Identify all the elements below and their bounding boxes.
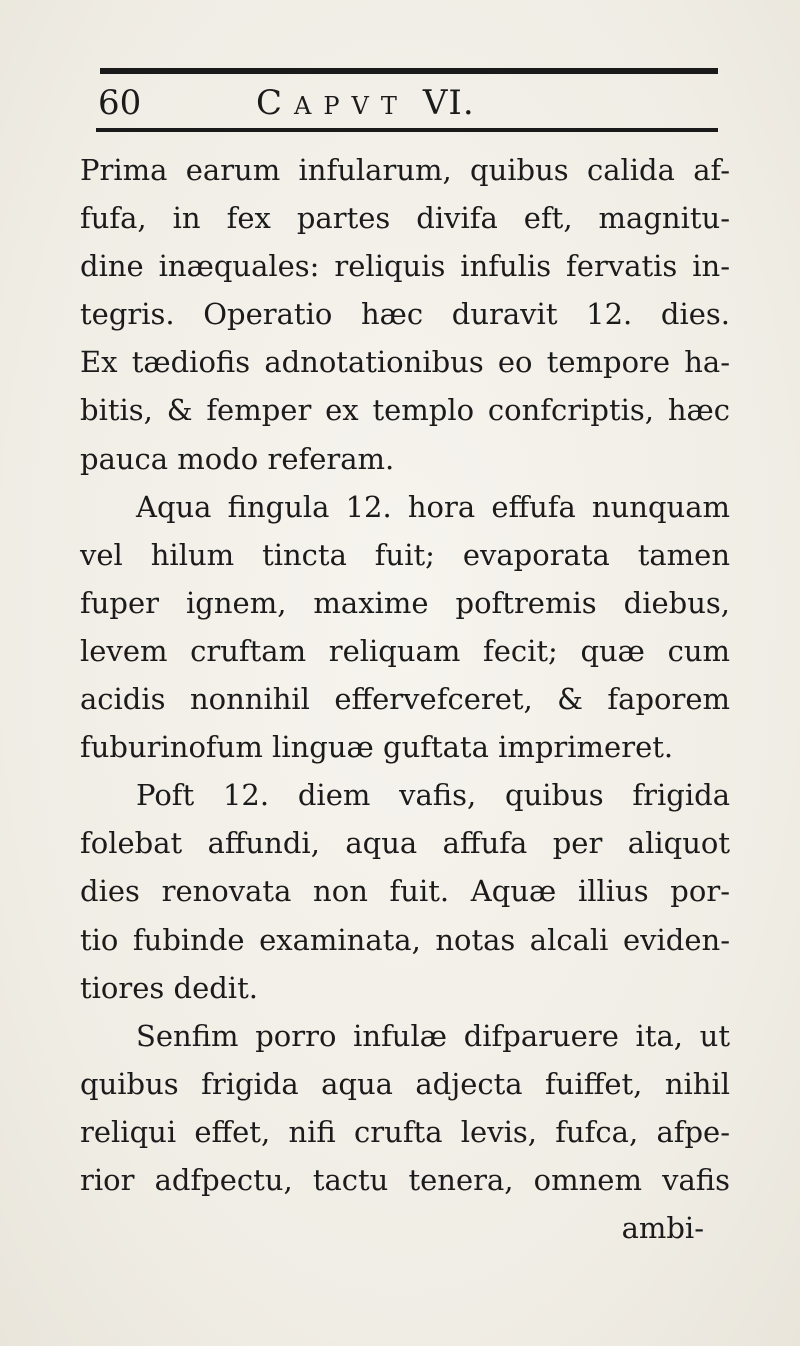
text-line: rior adfpectu, tactu tenera, omnem vafis	[80, 1162, 730, 1197]
text-line: pauca modo referam.	[80, 441, 395, 476]
text-line: vel hilum tincta fuit; evaporata tamen	[80, 537, 730, 572]
running-head-chapter: VI.	[422, 83, 475, 123]
header-rule-top	[100, 68, 718, 74]
text-line: levem cruftam reliquam fecit; quæ cum	[80, 633, 730, 668]
text-line: Ex tædiofis adnotationibus eo tempore ha-	[80, 345, 730, 380]
page-header	[98, 82, 718, 124]
text-line: Senfim porro infulæ difparuere ita, ut	[136, 1018, 730, 1053]
text-line: fufa, in fex partes divifa eft, magnitu-	[80, 201, 730, 236]
text-line: dine inæquales: reliquis infulis fervatis in-	[80, 249, 730, 284]
text-line: acidis nonnihil effervefceret, & faporem	[80, 682, 730, 717]
text-line: bitis, & femper ex templo confcriptis, hæc	[80, 393, 730, 428]
text-line: reliqui effet, nifi crufta levis, fufca, afpe-	[80, 1114, 730, 1149]
text-line: dies renovata non fuit. Aquæ illius por-	[80, 874, 730, 909]
text-line: fuper ignem, maxime poftremis diebus,	[80, 585, 730, 620]
text-line: Aqua fingula 12. hora effufa nunquam	[136, 489, 730, 524]
text-line: folebat affundi, aqua affufa per aliquot	[80, 826, 730, 861]
text-line: tio fubinde examinata, notas alcali eviden-	[80, 922, 730, 957]
text-line: tiores dedit.	[80, 970, 258, 1005]
text-line: Poft 12. diem vafis, quibus frigida	[136, 778, 730, 813]
page-number: 60	[98, 83, 142, 123]
text-line: fuburinofum linguæ guftata imprimeret.	[80, 730, 674, 765]
text-line: Prima earum infularum, quibus calida af-	[80, 153, 730, 187]
text-line: tegris. Operatio hæc duravit 12. dies.	[80, 297, 730, 332]
header-rule-bottom	[96, 128, 718, 132]
catchword: ambi-	[621, 1211, 704, 1246]
running-head-word: Capvt	[256, 83, 409, 123]
text-line: quibus frigida aqua adjecta fuiffet, nihil	[80, 1066, 730, 1101]
running-head	[256, 82, 475, 124]
body-text	[80, 146, 730, 1252]
